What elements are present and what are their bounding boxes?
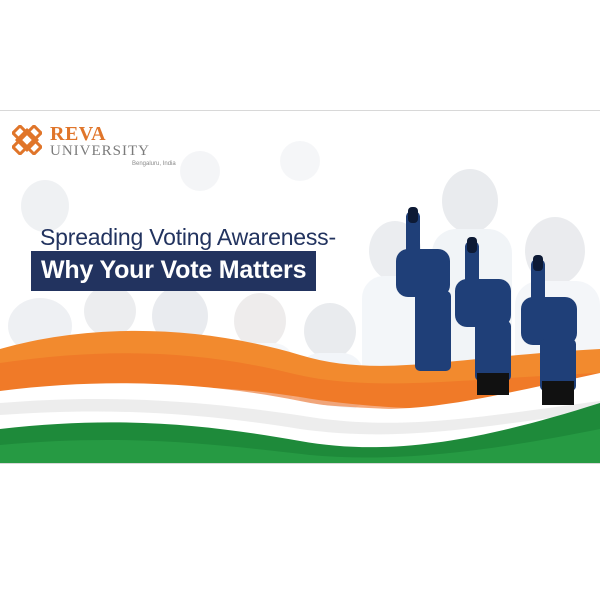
- brand-location: Bengaluru, India: [132, 161, 176, 167]
- reva-university-logo[interactable]: [12, 123, 202, 169]
- brand-name: REVA: [50, 123, 107, 145]
- headline-line-1: Spreading Voting Awareness-: [40, 224, 336, 250]
- headline-line-2: Why Your Vote Matters: [31, 251, 316, 291]
- voting-awareness-banner: [0, 110, 600, 464]
- brand-subtitle: UNIVERSITY: [50, 143, 150, 159]
- logo-knot-icon: [12, 125, 42, 155]
